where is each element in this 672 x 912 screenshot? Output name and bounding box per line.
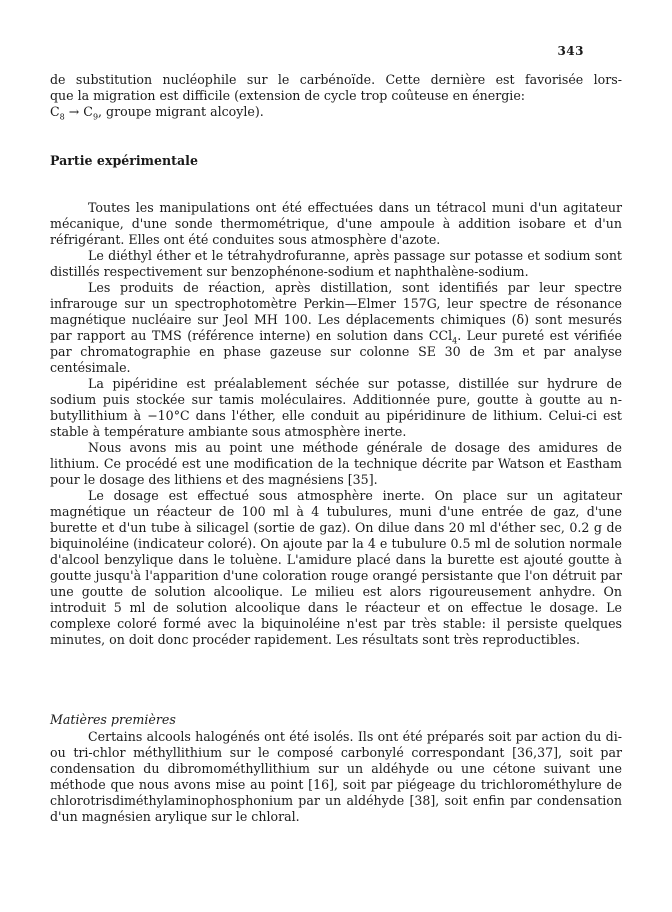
paragraph-titration: Le dosage est effectué sous atmosphère inerte. On place sur un agitateur magnétique un réacteur de 100 ml à 4 tubulures, muni d'une entrée de gaz, d'une burette et d'un tube à silicagel (sortie de gaz). On dilue dans 20 ml d'éther sec, 0.2 g de biquinoléine (indicateur coloré). On ajoute par la 4 e tubulure 0.5 ml de solution normale d'alcool benzylique dans le toluène. L'amidure placé dans la burette est ajouté goutte à goutte jusqu'à l'apparition d'une coloration rouge orangé persistante que l'on détruit par une goutte de solution alcoolique. Le milieu est alors rigoureusement anhydre. On introduit 5 ml de solution alcoolique dans le réacteur et on effectue le dosage. Le complexe coloré formé avec la biquinoléine n'est par très stable: il persiste quelques minutes, on doit donc procéder rapidement. Les résultats sont très reproductibles. — [50, 488, 622, 647]
intro-subscript: 8 — [59, 112, 65, 122]
section-heading: Partie expérimentale — [50, 153, 198, 168]
intro-line: de substitution nucléophile sur le carbénoïde. Cette dernière est favorisée lors- — [50, 72, 622, 87]
intro-line — [50, 104, 622, 120]
paragraph-method: Nous avons mis au point une méthode générale de dosage des amidures de lithium. Ce procédé est une modification de la technique décrite par Watson et Eastham pour le dosage des lithiens et des magnésiens [35]. — [50, 440, 622, 487]
intro-paragraph — [50, 72, 622, 120]
materials-body — [50, 729, 622, 825]
intro-text: → C — [64, 104, 93, 119]
subsection-heading: Matières premières — [50, 712, 176, 727]
subscript: 4 — [452, 336, 458, 346]
intro-text: C — [50, 104, 60, 119]
intro-text: , groupe migrant alcoyle). — [98, 104, 264, 119]
page-number: 343 — [557, 44, 584, 58]
paragraph-materials: Certains alcools halogénés ont été isolés. Ils ont été préparés soit par action du di- ou tri-chlor méthyllithium sur le composé carbonylé correspondant [36,37], soit par condensation du dibromométhyllithium sur un aldéhyde ou une cétone suivant une méthode que nous avons mise au point [16], soit par piégeage du trichlorométhylure de chlorotrisdiméthylaminophosphonium par un aldéhyde [38], soit enfin par condensation d'un magnésien arylique sur le chloral. — [50, 729, 622, 824]
paragraph-text: . Leur pureté est vérifiée par chromatographie en phase gazeuse sur colonne SE 30 de 3m et par analyse centésimale. — [50, 328, 622, 375]
paragraph-piperidine: La pipéridine est préalablement séchée sur potasse, distillée sur hydrure de sodium puis stockée sur tamis moléculaires. Additionnée pure, goutte à goutte au n-butyllithium à −10°C dans l'éther, elle conduit au pipéridinure de lithium. Celui-ci est stable à température ambiante sous atmosphère inerte. — [50, 376, 622, 439]
intro-subscript: 9 — [92, 112, 99, 122]
paragraph-solvents: Le diéthyl éther et le tétrahydrofuranne, après passage sur potasse et sodium sont distillés respectivement sur benzophénone-sodium et naphthalène-sodium. — [50, 248, 622, 279]
intro-line: que la migration est difficile (extension de cycle trop coûteuse en énergie: — [50, 88, 526, 103]
paragraph-apparatus: Toutes les manipulations ont été effectuées dans un tétracol muni d'un agitateur mécanique, d'une sonde thermométrique, d'une ampoule à addition isobare et d'un réfrigérant. Elles ont été conduites sous atmosphère d'azote. — [50, 200, 622, 247]
experimental-body — [50, 200, 622, 648]
paragraph-text: Les produits de réaction, après distillation, sont identifiés par leur spectre infrarouge sur un spectrophotomètre Perkin—Elmer 157G, leur spectre de résonance magnétique nucléaire sur Jeol MH 100. Les déplacements chimiques (δ) sont mesurés par rapport au TMS (référence interne) en solution dans CCl — [50, 280, 622, 343]
paragraph-analysis — [50, 280, 622, 376]
